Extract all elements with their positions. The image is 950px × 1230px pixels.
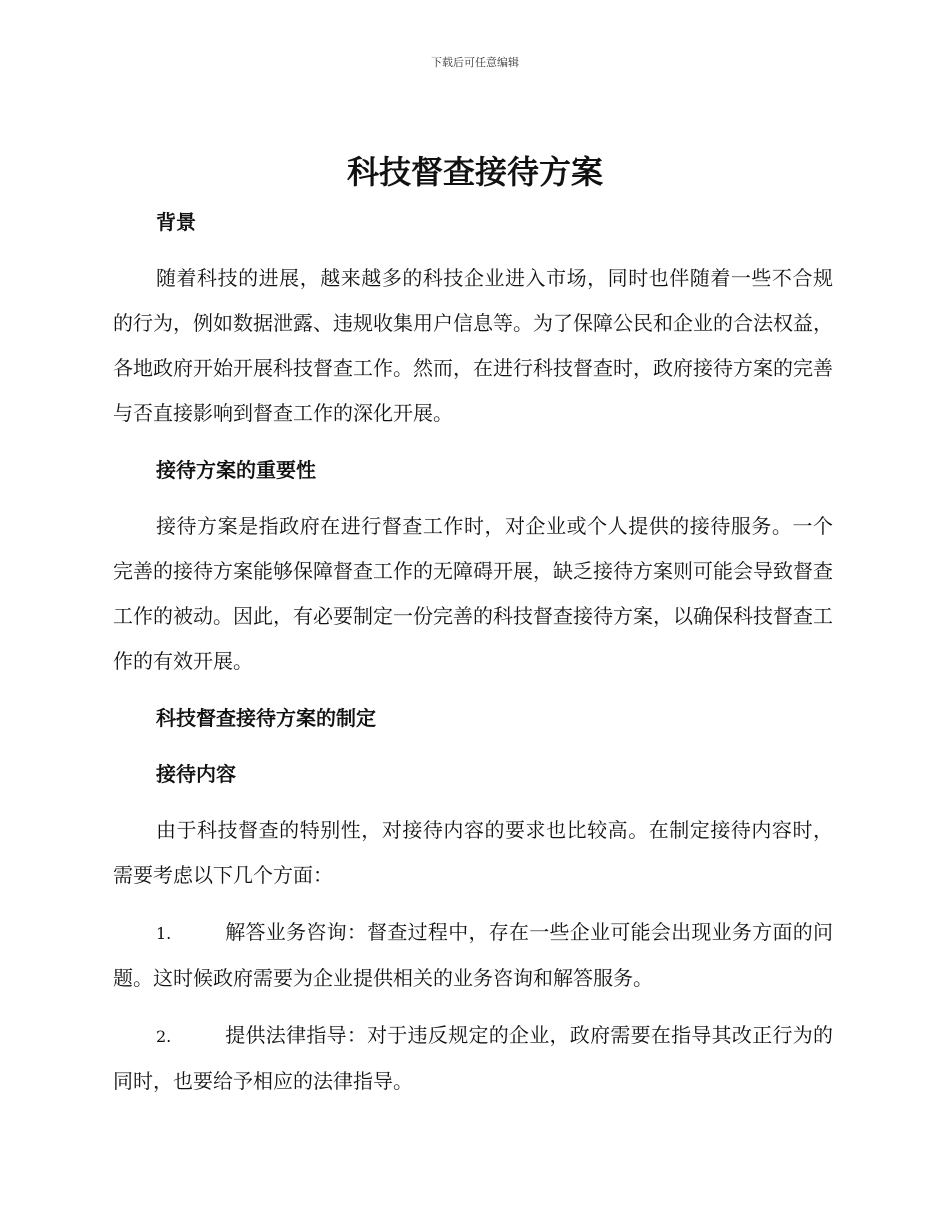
document-title: 科技督查接待方案 — [346, 153, 603, 191]
list-item-number: 1. — [156, 924, 172, 943]
list-item-number: 2. — [156, 1027, 172, 1046]
section-heading-content: 接待内容 — [156, 762, 236, 786]
section-heading-background: 背景 — [156, 210, 196, 234]
paragraph-background: 随着科技的进展，越来越多的科技企业进入市场，同时也伴随着一些不合规的行为，例如数据泄露、违规收集用户信息等。为了保障公民和企业的合法权益，各地政府开始开展科技督查工作。然而，在进行科技督查时，政府接待方案的完善与否直接影响到督查工作的深化开展。 — [113, 266, 833, 425]
list-item-text: 提供法律指导：对于违反规定的企业，政府需要在指导其改正行为的同时，也要给予相应的法律指导。 — [113, 1023, 833, 1093]
paragraph-content: 由于科技督查的特别性，对接待内容的要求也比较高。在制定接待内容时，需要考虑以下几个方面： — [113, 818, 833, 887]
list-item — [113, 1013, 833, 1104]
list-item-text: 解答业务咨询：督查过程中，存在一些企业可能会出现业务方面的问题。这时候政府需要为企业提供相关的业务咨询和解答服务。 — [113, 920, 833, 990]
header-note: 下载后可任意编辑 — [431, 56, 519, 69]
document-body — [113, 200, 833, 1104]
section-heading-formulation: 科技督查接待方案的制定 — [156, 706, 376, 730]
list-item — [113, 910, 833, 1001]
paragraph-importance: 接待方案是指政府在进行督查工作时，对企业或个人提供的接待服务。一个完善的接待方案能够保障督查工作的无障碍开展，缺乏接待方案则可能会导致督查工作的被动。因此，有必要制定一份完善的科技督查接待方案，以确保科技督查工作的有效开展。 — [113, 514, 833, 673]
section-heading-importance: 接待方案的重要性 — [156, 458, 316, 482]
